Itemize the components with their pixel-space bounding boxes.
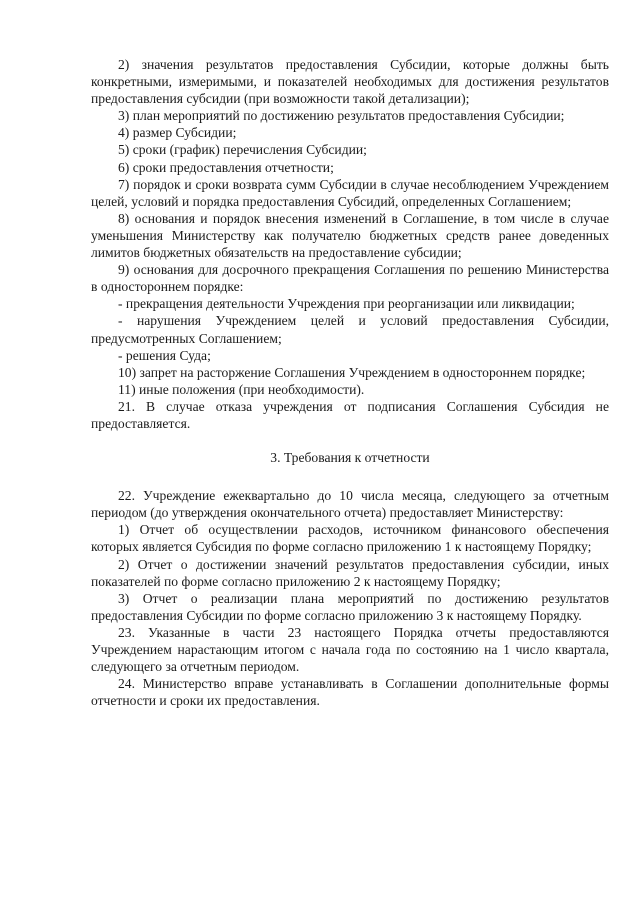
section-heading: 3. Требования к отчетности: [270, 450, 430, 466]
paragraph-item-5: 5) сроки (график) перечисления Субсидии;: [118, 142, 367, 158]
paragraph-clause-22: 22. Учреждение ежеквартально до 10 числа месяца, следующего за отчетным периодом (до утверждения окончательного отчета) предоставляет Министерству:: [91, 488, 609, 521]
paragraph-item-10: 10) запрет на расторжение Соглашения Учреждением в одностороннем порядке;: [118, 364, 586, 380]
paragraph-item-3: 3) план мероприятий по достижению результатов предоставления Субсидии;: [118, 108, 565, 124]
spacer: [91, 432, 609, 449]
paragraph-item-4: 4) размер Субсидии;: [118, 125, 237, 141]
paragraph-clause-24: 24. Министерство вправе устанавливать в Соглашении дополнительные формы отчетности и сроки их предоставления.: [91, 676, 609, 709]
paragraph-item-8: 8) основания и порядок внесения изменений в Соглашение, в том числе в случае уменьшения Министерству как получателю бюджетных средств ранее доведенных лимитов бюджетных обязательств на предоставление субсидии;: [91, 210, 609, 261]
document-page: [91, 56, 609, 709]
paragraph-item-7: 7) порядок и сроки возврата сумм Субсидии в случае несоблюдением Учреждением целей, условий и порядка предоставления Субсидий, определенных Соглашением;: [91, 176, 609, 209]
paragraph-report-1: 1) Отчет об осуществлении расходов, источником финансового обеспечения которых является Субсидия по форме согласно приложению 1 к настоящему Порядку;: [91, 522, 609, 555]
paragraph-item-9-sub-1: - прекращения деятельности Учреждения при реорганизации или ликвидации;: [118, 296, 575, 312]
paragraph-item-9-sub-3: - решения Суда;: [118, 347, 211, 363]
section-reporting: [91, 487, 609, 709]
paragraph-item-9: 9) основания для досрочного прекращения Соглашения по решению Министерства в одностороннем порядке:: [91, 262, 609, 295]
paragraph-item-6: 6) сроки предоставления отчетности;: [118, 159, 334, 175]
paragraph-item-9-sub-2: - нарушения Учреждением целей и условий предоставления Субсидии, предусмотренных Соглашением;: [91, 313, 609, 346]
spacer: [91, 466, 609, 487]
paragraph-clause-23: 23. Указанные в части 23 настоящего Порядка отчеты предоставляются Учреждением нарастающим итогом с начала года по состоянию на 1 число квартала, следующего за отчетным периодом.: [91, 624, 609, 675]
paragraph-item-11: 11) иные положения (при необходимости).: [118, 381, 365, 397]
section-list-items: [91, 56, 609, 432]
paragraph-clause-21: 21. В случае отказа учреждения от подписания Соглашения Субсидия не предоставляется.: [91, 398, 609, 431]
paragraph-report-2: 2) Отчет о достижении значений результатов предоставления субсидии, иных показателей по форме согласно приложению 2 к настоящему Порядку;: [91, 556, 609, 589]
paragraph-report-3: 3) Отчет о реализации плана мероприятий по достижению результатов предоставления Субсидии по форме согласно приложению 3 к настоящему Порядку.: [91, 590, 609, 623]
paragraph-item-2: 2) значения результатов предоставления Субсидии, которые должны быть конкретными, измеримыми, и показателей необходимых для достижения результатов предоставления субсидии (при возможности такой детализации);: [91, 57, 609, 107]
